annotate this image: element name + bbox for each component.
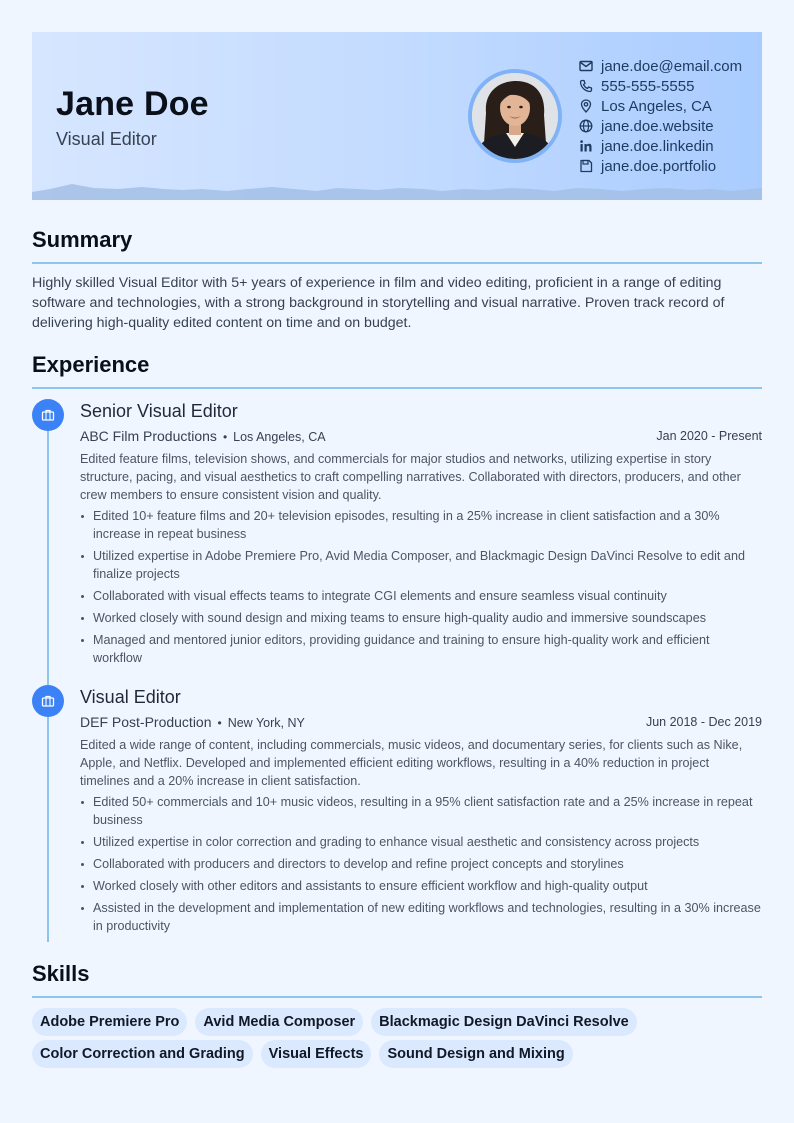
summary-heading: Summary	[32, 227, 133, 252]
timeline-line	[47, 412, 49, 942]
linkedin-icon	[578, 138, 594, 154]
contact-email-text: jane.doe@email.com	[601, 57, 743, 75]
section-divider	[32, 996, 762, 998]
job-description: Edited a wide range of content, including commercials, music videos, and documentary series, for clients such as Nike, Apple, and Netflix. Developed and implemented efficient editing workflows, resulting in a 40% reduction in project timelines and a 20% increase in client satisfaction.	[80, 738, 743, 788]
job-body	[80, 399, 762, 671]
job-dates: Jun 2018 - Dec 2019	[645, 715, 762, 729]
portfolio-icon	[578, 158, 594, 174]
avatar	[468, 69, 562, 163]
list-item: Assisted in the development and implementation of new editing workflows and technologies, resulting in a 30% increase in productivity	[80, 899, 762, 935]
job-company: ABC Film Productions	[80, 428, 217, 444]
contact-linkedin-text: jane.doe.linkedin	[601, 137, 714, 155]
mail-icon	[578, 58, 594, 74]
contact-linkedin[interactable]	[578, 136, 742, 156]
bullet-separator: •	[222, 430, 228, 444]
summary-text: Highly skilled Visual Editor with 5+ years of experience in film and video editing, proficient in a range of editing software and technologies, with a strong background in storytelling and visual narrative. Proven track record of delivering high-quality edited content on time and on budget.	[32, 275, 725, 331]
skills-list	[32, 1008, 762, 1068]
list-item: Collaborated with producers and directors to develop and refine project concepts and storylines	[80, 855, 762, 873]
skill-chip: Sound Design and Mixing	[379, 1040, 572, 1068]
contact-phone-text: 555-555-5555	[601, 77, 695, 95]
mountain-decoration	[32, 180, 762, 200]
skill-chip: Avid Media Composer	[195, 1008, 363, 1036]
experience-heading: Experience	[32, 352, 150, 377]
list-item: Managed and mentored junior editors, providing guidance and training to ensure high-quality work and efficient workflow	[80, 631, 762, 667]
skill-chip: Adobe Premiere Pro	[32, 1008, 187, 1036]
location-pin-icon	[578, 98, 594, 114]
job-location: New York, NY	[227, 716, 305, 730]
contact-portfolio-text: jane.doe.portfolio	[601, 157, 717, 175]
job-description: Edited feature films, television shows, and commercials for major studios and networks, utilizing expertise in story structure, pacing, and visual aesthetics to craft compelling narratives. Collaborated with directors, producers, and other crew members to ensure consistent vision and quality.	[80, 452, 741, 502]
list-item: Worked closely with other editors and assistants to ensure efficient workflow and high-quality output	[80, 877, 762, 895]
job-location: Los Angeles, CA	[233, 430, 326, 444]
list-item: Utilized expertise in color correction and grading to enhance visual aesthetic and consistency across projects	[80, 833, 762, 851]
contact-website-text: jane.doe.website	[601, 117, 714, 135]
contact-email[interactable]	[578, 56, 742, 76]
job-dates: Jan 2020 - Present	[656, 429, 762, 443]
list-item: Edited 10+ feature films and 20+ television episodes, resulting in a 25% increase in client satisfaction and a 30% increase in repeat business	[80, 507, 762, 543]
contact-location-text: Los Angeles, CA	[601, 97, 712, 115]
list-item: Collaborated with visual effects teams to integrate CGI elements and ensure seamless visual continuity	[80, 587, 762, 605]
skill-chip: Color Correction and Grading	[32, 1040, 253, 1068]
job-body	[80, 685, 762, 939]
job-company: DEF Post-Production	[80, 714, 212, 730]
list-item: Edited 50+ commercials and 10+ music videos, resulting in a 95% client satisfaction rate and a 25% increase in repeat business	[80, 793, 762, 829]
section-divider	[32, 387, 762, 389]
experience-section	[32, 350, 762, 933]
contact-portfolio[interactable]	[578, 156, 742, 176]
skills-heading: Skills	[32, 961, 90, 986]
briefcase-icon	[32, 685, 64, 717]
skill-chip: Visual Effects	[261, 1040, 372, 1068]
candidate-name: Jane Doe	[56, 85, 209, 123]
contact-phone[interactable]	[578, 76, 742, 96]
list-item: Utilized expertise in Adobe Premiere Pro, Avid Media Composer, and Blackmagic Design DaVinci Resolve to edit and finalize projects	[80, 547, 762, 583]
skill-chip: Blackmagic Design DaVinci Resolve	[371, 1008, 637, 1036]
job-title: Visual Editor	[80, 687, 181, 707]
contact-location	[578, 96, 742, 116]
job-bullets	[80, 507, 762, 667]
contact-website[interactable]	[578, 116, 742, 136]
list-item: Worked closely with sound design and mixing teams to ensure high-quality audio and immersive soundscapes	[80, 609, 762, 627]
portrait-photo	[472, 73, 558, 159]
briefcase-icon	[32, 399, 64, 431]
contact-list	[578, 56, 742, 176]
globe-icon	[578, 118, 594, 134]
job-bullets	[80, 793, 762, 935]
candidate-title: Visual Editor	[56, 129, 157, 149]
skills-section	[32, 959, 762, 1068]
job-meta	[80, 427, 762, 445]
phone-icon	[578, 78, 594, 94]
job-title: Senior Visual Editor	[80, 401, 238, 421]
resume-header	[32, 32, 762, 200]
section-divider	[32, 262, 762, 264]
summary-section	[32, 225, 762, 333]
job-meta	[80, 713, 762, 731]
bullet-separator: •	[217, 716, 222, 730]
